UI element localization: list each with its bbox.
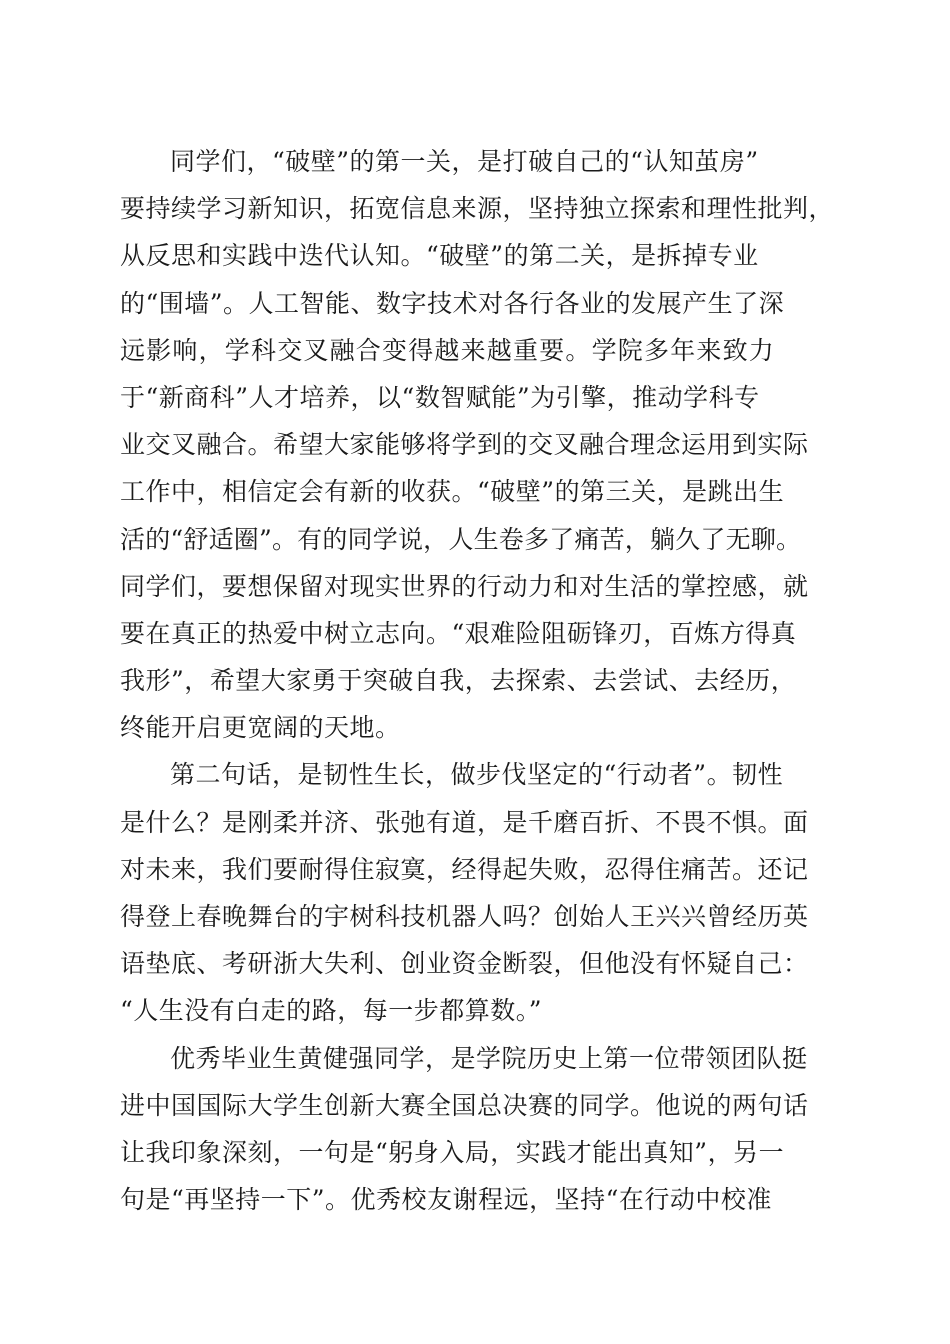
text-line: 业交叉融合。希望大家能够将学到的交叉融合理念运用到实际 [120, 430, 809, 460]
text-line: 要在真正的热爱中树立志向。“艰难险阻砺锋刃，百炼方得真 [120, 618, 797, 648]
text-line: 的“围墙”。人工智能、数字技术对各行各业的发展产生了深 [120, 288, 785, 318]
body-text [120, 138, 835, 1223]
text-line: 终能开启更宽阔的天地。 [120, 713, 401, 743]
text-line: 要持续学习新知识，拓宽信息来源，坚持独立探索和理性批判， [120, 194, 835, 224]
text-line: 远影响，学科交叉融合变得越来越重要。学院多年来致力 [120, 335, 776, 365]
text-line: 第二句话，是韧性生长，做步伐坚定的“行动者”。韧性 [170, 760, 784, 790]
text-line: 工作中，相信定会有新的收获。“破壁”的第三关，是跳出生 [120, 477, 785, 507]
text-line: “人生没有白走的路，每一步都算数。” [120, 996, 543, 1026]
text-line: 于“新商科”人才培养，以“数智赋能”为引擎，推动学科专 [120, 382, 760, 412]
text-line: 句是“再坚持一下”。优秀校友谢程远，坚持“在行动中校准 [120, 1185, 772, 1215]
text-line: 我形”，希望大家勇于突破自我，去探索、去尝试、去经历， [120, 666, 797, 696]
text-line: 从反思和实践中迭代认知。“破壁”的第二关，是拆掉专业 [120, 241, 759, 271]
text-line: 同学们，“破壁”的第一关，是打破自己的“认知茧房” [170, 147, 759, 176]
text-line: 进中国国际大学生创新大赛全国总决赛的同学。他说的两句话 [120, 1090, 809, 1120]
text-line: 同学们，要想保留对现实世界的行动力和对生活的掌控感，就 [120, 571, 809, 601]
text-line: 优秀毕业生黄健强同学，是学院历史上第一位带领团队挺 [170, 1043, 808, 1073]
text-line: 活的“舒适圈”。有的同学说，人生卷多了痛苦，躺久了无聊。 [120, 524, 802, 554]
text-line: 让我印象深刻，一句是“躬身入局，实践才能出真知”，另一 [120, 1137, 785, 1167]
text-line: 是什么？是刚柔并济、张弛有道，是千磨百折、不畏不惧。面 [120, 807, 809, 837]
text-line: 对未来，我们要耐得住寂寞，经得起失败，忍得住痛苦。还记 [120, 854, 809, 884]
text-line: 语垫底、考研浙大失利、创业资金断裂，但他没有怀疑自己： [120, 949, 809, 979]
text-line: 得登上春晚舞台的宇树科技机器人吗？创始人王兴兴曾经历英 [120, 902, 809, 931]
